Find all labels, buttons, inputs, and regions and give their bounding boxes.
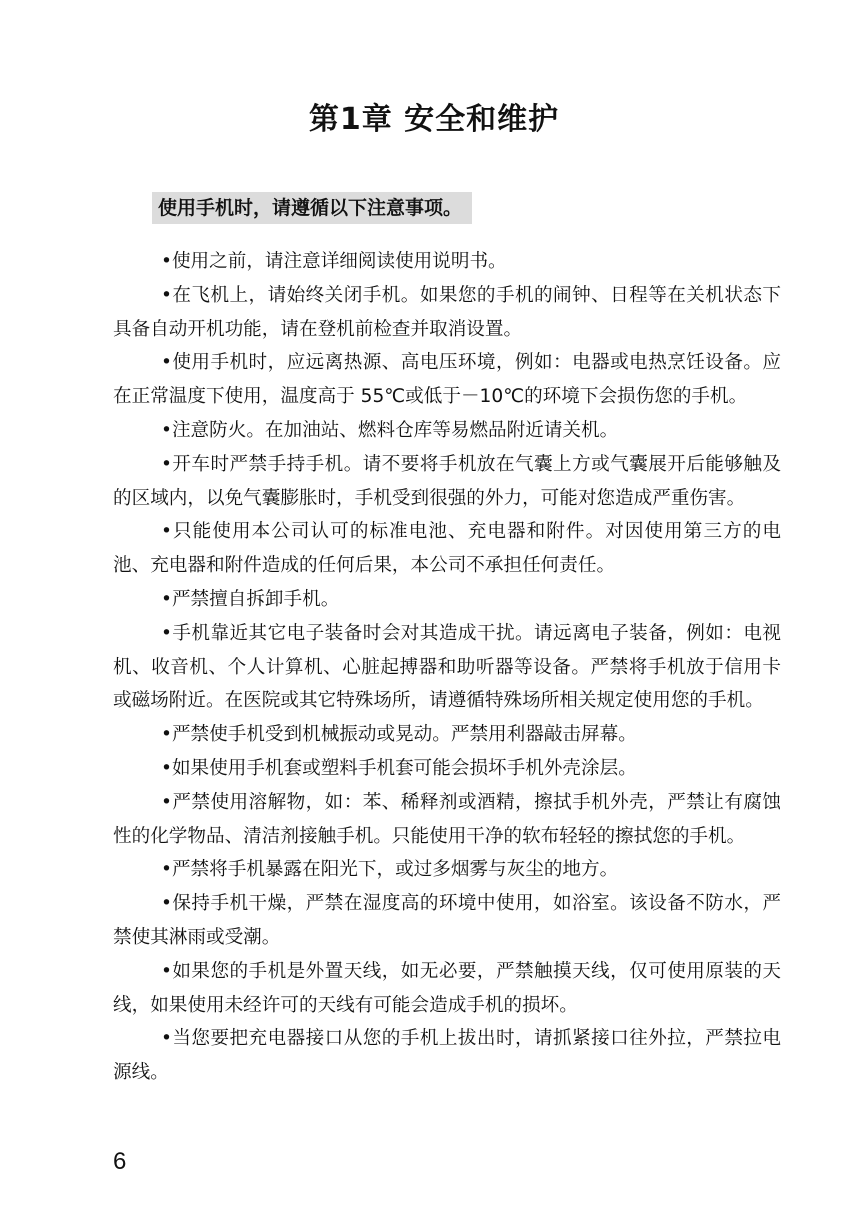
chapter-title: 第1章 安全和维护	[308, 102, 560, 137]
instruction-paragraph: •开车时严禁手持手机。请不要将手机放在气囊上方或气囊展开后能够触及的区域内，以免气囊膨胀时，手机受到很强的外力，可能对您造成严重伤害。	[113, 453, 781, 509]
instruction-paragraph: •注意防火。在加油站、燃料仓库等易燃品附近请关机。	[161, 419, 619, 441]
instruction-paragraph: •严禁使用溶解物，如：苯、稀释剂或酒精，擦拭手机外壳，严禁让有腐蚀性的化学物品、清洁剂接触手机。只能使用干净的软布轻轻的擦拭您的手机。	[113, 791, 781, 847]
instruction-paragraph: •当您要把充电器接口从您的手机上拔出时，请抓紧接口往外拉，严禁拉电源线。	[113, 1028, 781, 1084]
instruction-paragraph: •使用之前，请注意详细阅读使用说明书。	[161, 251, 507, 272]
instruction-paragraph: •如果使用手机套或塑料手机套可能会损坏手机外壳涂层。	[161, 757, 637, 779]
instruction-paragraph: •严禁擅自拆卸手机。	[161, 588, 340, 610]
notice-banner: 使用手机时，请遵循以下注意事项。	[152, 192, 472, 224]
instruction-paragraph: •手机靠近其它电子装备时会对其造成干扰。请远离电子装备，例如：电视机、收音机、个人计算机、心脏起搏器和助听器等设备。严禁将手机放于信用卡或磁场附近。在医院或其它特殊场所，请遵循特殊场所相关规定使用您的手机。	[113, 622, 781, 712]
instruction-paragraph: •严禁将手机暴露在阳光下，或过多烟雾与灰尘的地方。	[161, 859, 619, 881]
safety-instructions	[113, 245, 781, 1090]
instruction-paragraph: •使用手机时，应远离热源、高电压环境，例如：电器或电热烹饪设备。应在正常温度下使用，温度高于 55℃或低于－10℃的环境下会损伤您的手机。	[113, 352, 781, 408]
instruction-paragraph: •保持手机干燥，严禁在湿度高的环境中使用，如浴室。该设备不防水，严禁使其淋雨或受潮。	[113, 893, 781, 948]
instruction-paragraph: •只能使用本公司认可的标准电池、充电器和附件。对因使用第三方的电池、充电器和附件造成的任何后果，本公司不承担任何责任。	[113, 521, 781, 577]
instruction-paragraph: •在飞机上，请始终关闭手机。如果您的手机的闹钟、日程等在关机状态下具备自动开机功能，请在登机前检查并取消设置。	[113, 284, 781, 340]
instruction-paragraph: •如果您的手机是外置天线，如无必要，严禁触摸天线，仅可使用原装的天线，如果使用未经许可的天线有可能会造成手机的损坏。	[113, 960, 781, 1016]
page-number: 6	[113, 1148, 127, 1175]
instruction-paragraph: •严禁使手机受到机械振动或晃动。严禁用利器敲击屏幕。	[161, 724, 637, 746]
